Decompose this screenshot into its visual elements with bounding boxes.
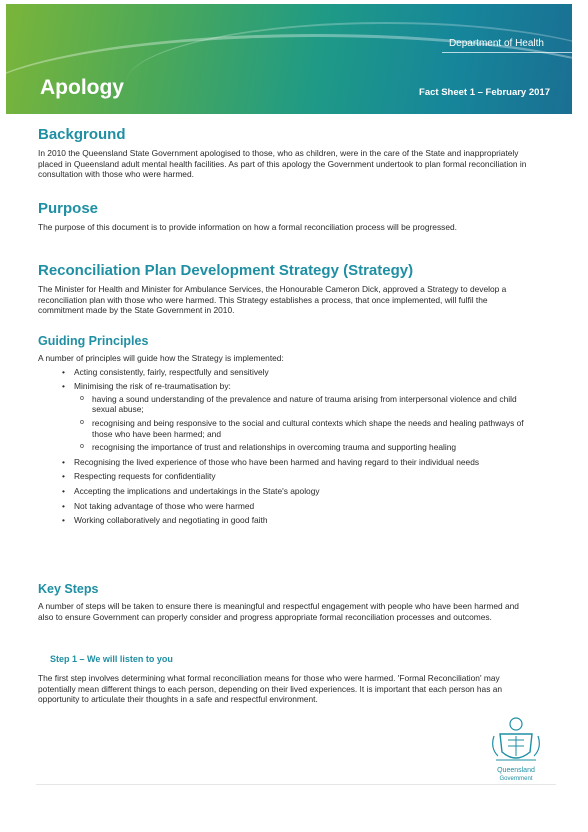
background-heading: Background xyxy=(38,126,126,143)
sub-list-item: o recognising and being responsive to the social and cultural contexts which shape the needs and healing pathways of those who have been harmed; and xyxy=(38,418,532,439)
sub-list-item: o recognising the importance of trust and relationships in overcoming trauma and supporting healing xyxy=(38,442,532,453)
list-item: • Recognising the lived experience of those who have been harmed and having regard to their individual needs xyxy=(38,457,532,468)
queensland-crest-logo xyxy=(486,712,546,784)
department-name: Department of Health xyxy=(448,38,544,49)
list-item: • Working collaboratively and negotiating in good faith xyxy=(38,515,532,526)
list-item: • Accepting the implications and undertakings in the State's apology xyxy=(38,486,532,497)
sub-list-item: o having a sound understanding of the prevalence and nature of trauma arising from interpersonal violence and child sexual abuse; xyxy=(38,394,532,415)
key-steps-heading: Key Steps xyxy=(38,582,99,596)
step1-section xyxy=(38,654,532,705)
fact-sheet-label: Fact Sheet 1 – February 2017 xyxy=(419,87,550,98)
footer-rule xyxy=(36,784,556,785)
department-rule xyxy=(442,52,572,53)
background-section xyxy=(38,126,532,180)
strategy-text: The Minister for Health and Minister for Ambulance Services, the Honourable Cameron Dick, approved a Strategy to develop a reconciliation plan with those who were harmed. This Strategy establishes a process, that once implemented, will fulfil the commitment made by the State Government in 2010. xyxy=(38,284,507,316)
key-steps-section xyxy=(38,582,532,622)
crest-label-queensland: Queensland xyxy=(497,767,535,774)
list-item: • Not taking advantage of those who were harmed xyxy=(38,501,532,512)
page-title: Apology xyxy=(40,76,124,99)
strategy-heading: Reconciliation Plan Development Strategy (Strategy) xyxy=(38,262,414,279)
background-text: In 2010 the Queensland State Government apologised to those, who as children, were in the care of the State and inappropriately placed in Queensland adult mental health facilities. As part of this apology the Government undertook to plan formal reconciliation in consultation with those who were harmed. xyxy=(38,148,527,180)
principles-section xyxy=(38,334,532,526)
purpose-section xyxy=(38,200,532,233)
list-item: • Minimising the risk of re-traumatisation by: xyxy=(38,381,532,392)
principles-list xyxy=(38,367,532,526)
crest-label-government: Government xyxy=(499,776,533,782)
key-steps-text: A number of steps will be taken to ensure there is meaningful and respectful engagement with people who have been harmed and also to ensure Government can properly consider and progress appropriate formal reconciliation processes and outcomes. xyxy=(38,601,519,622)
step1-heading: Step 1 – We will listen to you xyxy=(50,654,173,664)
purpose-text: The purpose of this document is to provide information on how a formal reconciliation process will be progressed. xyxy=(38,222,457,232)
header-banner xyxy=(6,4,572,114)
principles-intro: A number of principles will guide how the Strategy is implemented: xyxy=(38,353,284,363)
strategy-section xyxy=(38,262,532,316)
step1-text: The first step involves determining what formal reconciliation means for those who were harmed. 'Formal Reconciliation' may potentially mean different things to each person, depending on their lived experiences. It is important that each person has an opportunity to articulate their thoughts in a safe and respectful environment. xyxy=(38,673,503,705)
list-item: • Respecting requests for confidentiality xyxy=(38,471,532,482)
purpose-heading: Purpose xyxy=(38,200,99,217)
list-item: • Acting consistently, fairly, respectfully and sensitively xyxy=(38,367,532,378)
banner-wave xyxy=(126,22,572,114)
principles-heading: Guiding Principles xyxy=(38,334,149,348)
